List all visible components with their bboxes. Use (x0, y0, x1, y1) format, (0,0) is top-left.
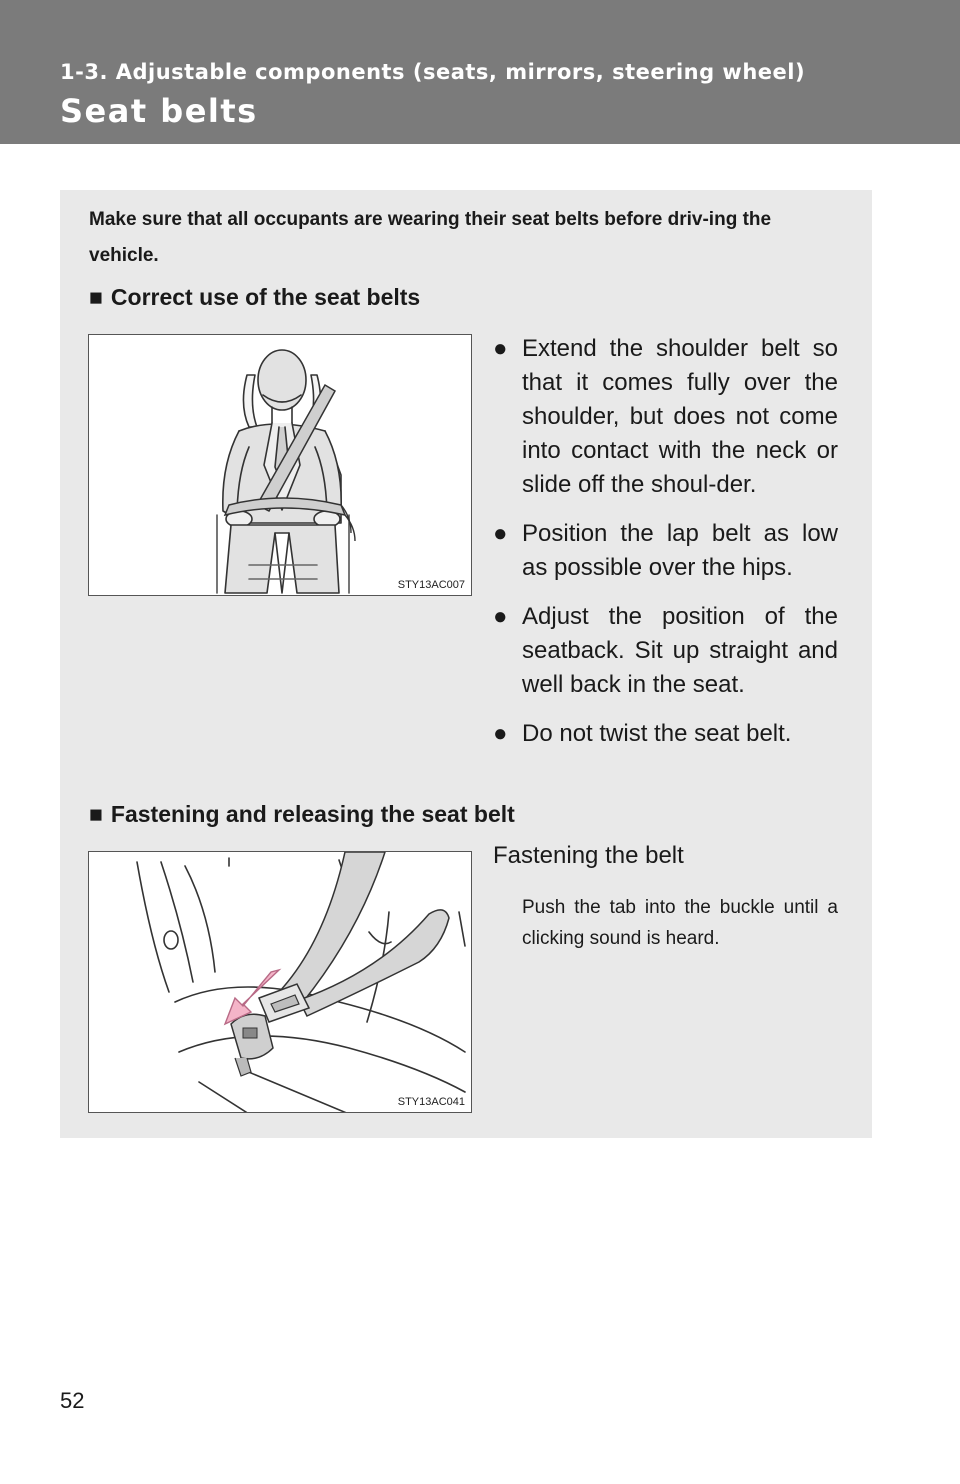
bullet-text: Extend the shoulder belt so that it comes fully over the shoulder, but does not come into contact with the neck or slide off the shoul-der. (522, 335, 838, 498)
figure-code-label: STY13AC007 (397, 579, 465, 591)
list-item (493, 517, 838, 585)
heading-correct-use (89, 284, 420, 311)
section-label: 1-3. Adjustable components (seats, mirrors, steering wheel) (60, 60, 806, 84)
heading-correct-use-label: Correct use of the seat belts (110, 284, 421, 310)
intro-text: Make sure that all occupants are wearing their seat belts before driv-ing the vehicle. (89, 209, 772, 266)
fastening-sub-heading: Fastening the belt (493, 842, 684, 869)
square-bullet-icon: ■ (89, 284, 103, 310)
bullet-dot-icon: ● (493, 520, 508, 547)
list-item (493, 600, 838, 702)
seatbelt-posture-figure (88, 334, 472, 596)
buckle-figure (88, 851, 472, 1113)
buckle-illustration (89, 852, 472, 1113)
bullet-dot-icon: ● (493, 720, 508, 747)
bullet-text: Adjust the position of the seatback. Sit up straight and well back in the seat. (522, 603, 838, 698)
bullet-dot-icon: ● (493, 603, 508, 630)
list-item (493, 332, 838, 502)
figure-code-label: STY13AC041 (397, 1096, 465, 1108)
list-item (493, 717, 838, 751)
bullet-text: Do not twist the seat belt. (522, 720, 792, 747)
page-number: 52 (60, 1388, 85, 1413)
bullet-dot-icon: ● (493, 335, 508, 362)
fastening-instruction: Push the tab into the buckle until a clicking sound is heard. (522, 897, 838, 949)
page-header (0, 0, 960, 144)
seated-person-illustration (89, 335, 472, 596)
square-bullet-icon: ■ (89, 801, 103, 827)
heading-fastening (89, 801, 515, 828)
page-title: Seat belts (60, 92, 258, 130)
correct-use-bullet-list (493, 332, 838, 766)
bullet-text: Position the lap belt as low as possible over the hips. (522, 520, 838, 581)
heading-fastening-label: Fastening and releasing the seat belt (110, 801, 515, 827)
